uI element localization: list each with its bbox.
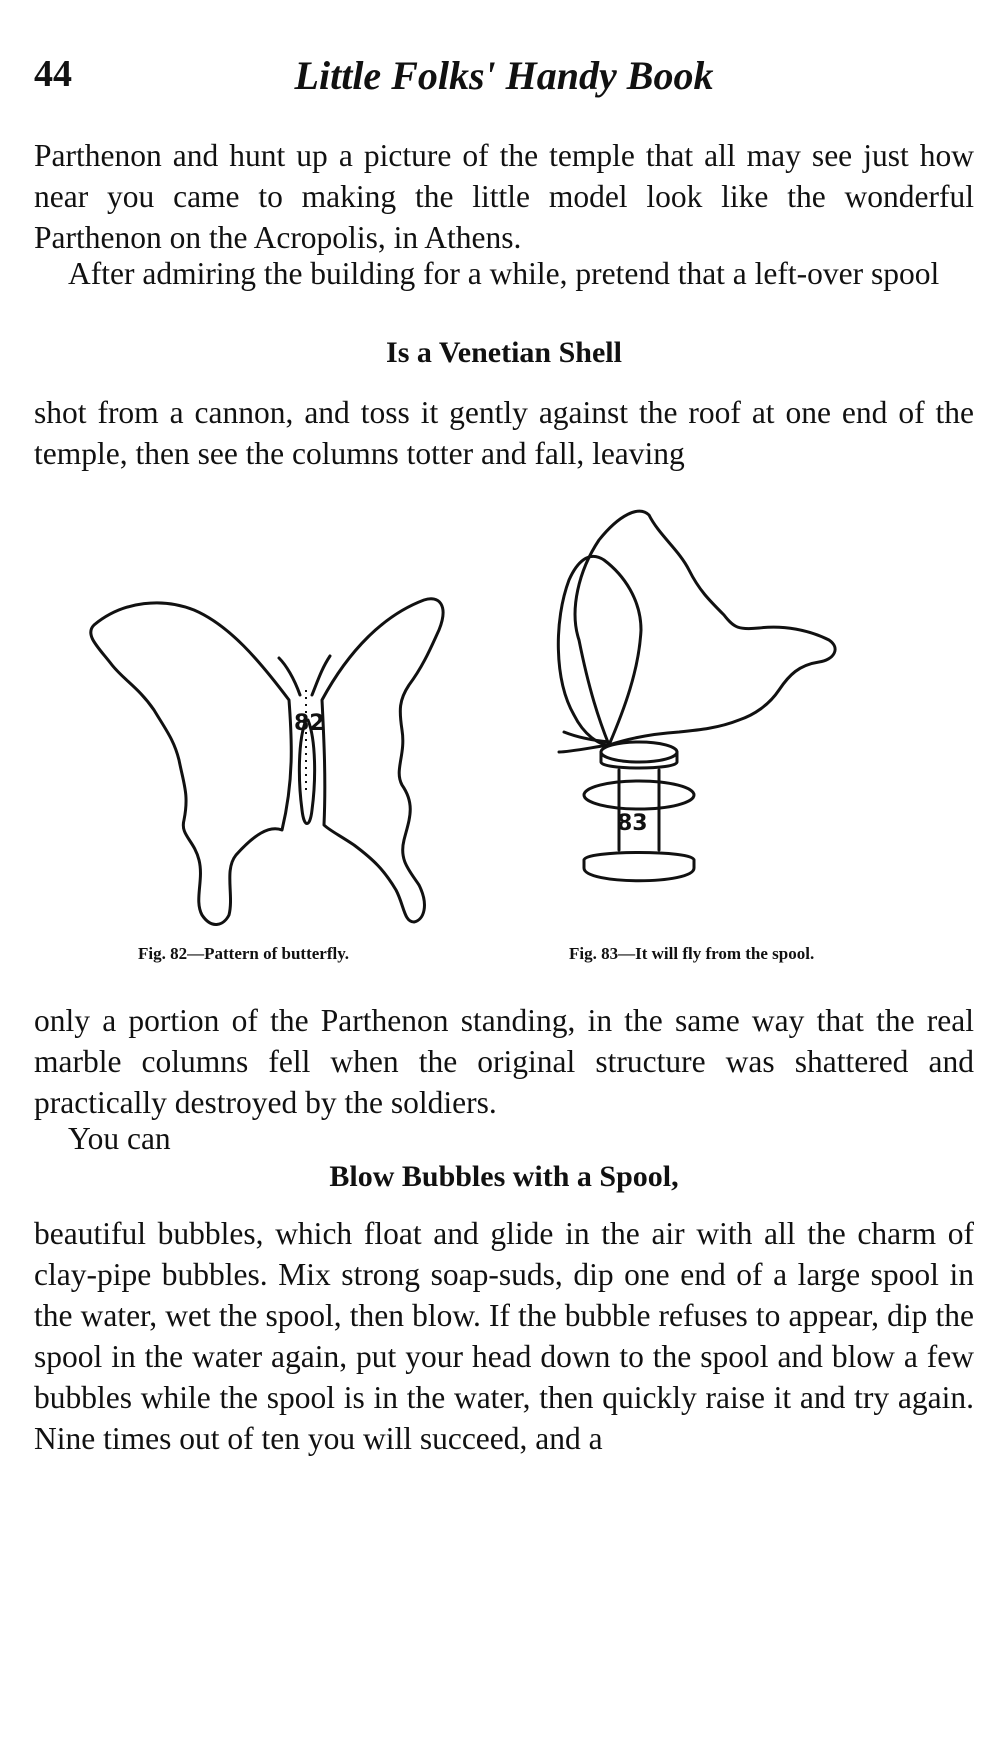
figure-83-number: 83 xyxy=(617,811,648,836)
running-title: Little Folks' Handy Book xyxy=(294,53,714,98)
paragraph: shot from a cannon, and toss it gently against the roof at one end of the temple, then see the columns totter and fall, leaving xyxy=(34,395,974,471)
paragraph: After admiring the building for a while, pretend that a left-over spool xyxy=(68,256,940,291)
paragraph: beautiful bubbles, which float and glide in the air with all the charm of clay-pipe bubbles. Mix strong soap-suds, dip one end of a large spool in the water, wet the spool, then blow. If the bubble refuses to appear, dip the spool in the water again, put your head down to the spool and blow a few bubbles while the spool is in the water, then quickly raise it and try again. Nine times out of ten you will succeed, and a xyxy=(34,1216,974,1456)
section-heading: Is a Venetian Shell xyxy=(386,336,622,369)
paragraph: Parthenon and hunt up a picture of the temple that all may see just how near you came to making the little model look like the wonderful Parthenon on the Acropolis, in Athens. xyxy=(34,138,974,255)
figure-row xyxy=(34,540,974,1070)
butterfly-on-spool-illustration xyxy=(529,490,889,930)
figure-82 xyxy=(54,570,474,950)
paragraph: only a portion of the Parthenon standing, in the same way that the real marble columns fell when the original structure was shattered and practically destroyed by the soldiers. xyxy=(34,1003,974,1120)
figure-82-caption: Fig. 82—Pattern of butterfly. xyxy=(138,944,350,963)
page-header xyxy=(34,52,974,102)
butterfly-pattern-illustration xyxy=(54,570,474,950)
figure-83 xyxy=(529,490,889,930)
figure-83-caption: Fig. 83—It will fly from the spool. xyxy=(569,944,815,963)
page-number: 44 xyxy=(34,53,72,95)
paragraph: You can xyxy=(68,1121,171,1156)
figure-82-number: 82 xyxy=(294,711,325,736)
section-heading: Blow Bubbles with a Spool, xyxy=(329,1160,679,1193)
